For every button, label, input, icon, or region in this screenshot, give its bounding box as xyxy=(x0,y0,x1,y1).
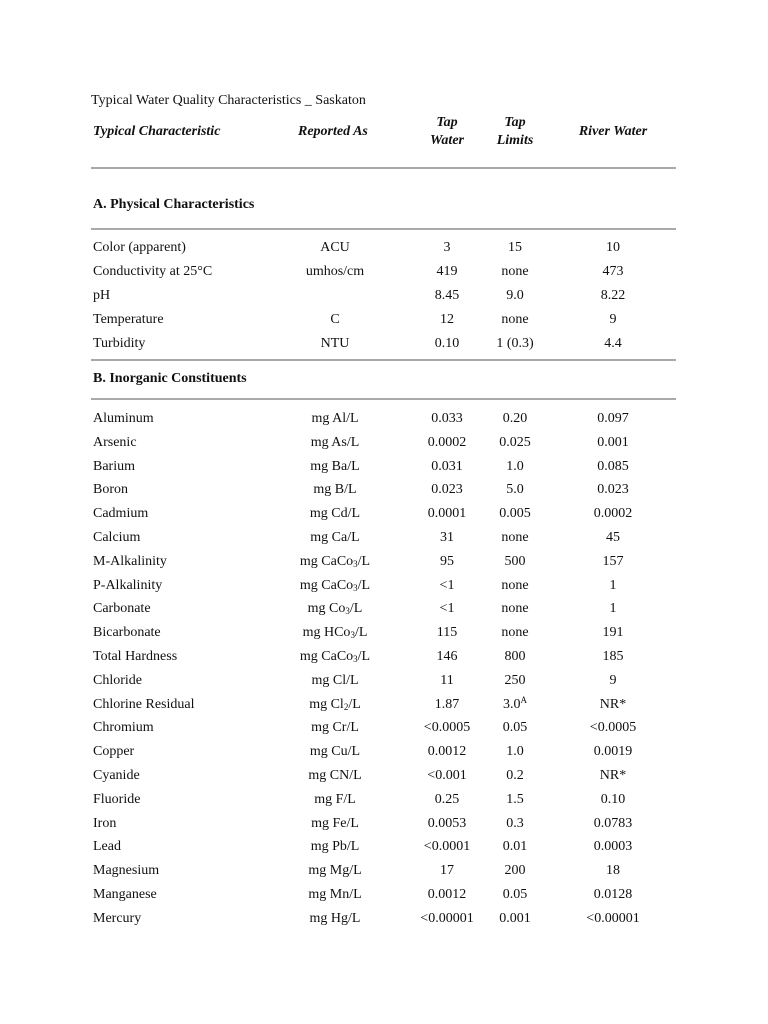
reported-as-cell xyxy=(270,597,400,620)
tap-limits-cell xyxy=(482,764,548,787)
unit-tail: /L xyxy=(357,649,371,664)
river-water-cell: 10 xyxy=(606,240,620,255)
tap-limits-cell xyxy=(482,788,548,811)
table-row xyxy=(0,740,768,763)
limit-text: 0.001 xyxy=(499,910,531,926)
river-water-cell: 1 xyxy=(609,577,617,593)
tap-limits-cell xyxy=(482,526,548,549)
unit-text: mg As/L xyxy=(310,434,360,450)
river-water-cell: 9 xyxy=(609,672,617,688)
river-water-cell: 1 xyxy=(609,601,617,617)
unit-text: mg Al/L xyxy=(311,411,359,426)
tap-water-cell: <1 xyxy=(439,577,455,593)
characteristic-cell: Mercury xyxy=(93,910,142,926)
unit-text: C xyxy=(330,312,340,327)
tap-limits-cell xyxy=(482,502,548,525)
section-divider-physical xyxy=(91,228,676,230)
unit-text: mg Cr/L xyxy=(311,720,359,736)
table-row xyxy=(0,332,768,355)
reported-as-cell xyxy=(270,260,400,283)
river-water-cell: 0.0003 xyxy=(593,839,633,855)
river-water-cell: 0.0128 xyxy=(593,887,633,902)
reported-as-cell xyxy=(270,574,400,597)
unit-text: mg CaCo xyxy=(299,553,354,569)
characteristic-cell: pH xyxy=(93,288,111,303)
limit-text: 200 xyxy=(504,863,526,879)
header-river-water: River Water xyxy=(578,124,648,139)
characteristic-cell: Iron xyxy=(93,815,117,831)
unit-text: ACU xyxy=(320,240,350,255)
reported-as-cell xyxy=(270,835,400,858)
tap-limits-cell xyxy=(482,859,548,882)
limit-text: 0.3 xyxy=(506,815,524,831)
river-water-cell: 473 xyxy=(602,264,624,279)
unit-text: mg F/L xyxy=(314,791,356,807)
limit-text: 800 xyxy=(504,649,526,664)
tap-limits-cell xyxy=(482,597,548,620)
unit-text: mg HCo xyxy=(302,625,351,641)
tap-water-cell: 0.0012 xyxy=(427,887,467,902)
river-water-cell: NR* xyxy=(599,696,627,712)
table-row xyxy=(0,478,768,501)
tap-water-cell: 0.031 xyxy=(431,458,463,474)
table-row xyxy=(0,859,768,882)
characteristic-cell: Fluoride xyxy=(93,791,141,807)
table-row xyxy=(0,407,768,430)
unit-subscript: 3 xyxy=(345,606,350,617)
characteristic-cell: Manganese xyxy=(93,887,157,902)
characteristic-cell: Chromium xyxy=(93,720,154,736)
section-divider-inorganic xyxy=(91,398,676,400)
unit-text: mg Co xyxy=(307,601,346,617)
tap-water-cell: 0.10 xyxy=(434,336,460,351)
limit-text: none xyxy=(501,530,529,545)
table-row xyxy=(0,574,768,597)
reported-as-cell xyxy=(270,669,400,692)
limit-text: 1.0 xyxy=(506,458,524,474)
header-tap-water-line1: Tap xyxy=(436,115,458,130)
characteristic-cell: Carbonate xyxy=(93,601,151,617)
unit-text: mg Mn/L xyxy=(308,887,362,902)
table-row xyxy=(0,431,768,454)
characteristic-cell: Arsenic xyxy=(93,434,137,450)
table-row xyxy=(0,907,768,930)
limit-text: none xyxy=(501,601,529,617)
table-row xyxy=(0,260,768,283)
tap-limits-cell xyxy=(482,716,548,739)
table-row xyxy=(0,550,768,573)
unit-text: mg Cl xyxy=(309,696,344,712)
tap-water-cell: 11 xyxy=(440,672,454,688)
river-water-cell: 0.0002 xyxy=(593,506,633,522)
section-title-inorganic: B. Inorganic Constituents xyxy=(93,371,247,386)
table-row xyxy=(0,284,768,307)
table-row xyxy=(0,693,768,716)
tap-limits-cell xyxy=(482,812,548,835)
tap-limits-cell xyxy=(482,574,548,597)
limit-text: 3.0 xyxy=(503,696,521,712)
limit-text: none xyxy=(501,312,529,327)
tap-water-cell: 146 xyxy=(436,649,458,664)
river-water-cell: 45 xyxy=(606,530,620,545)
tap-water-cell: 1.87 xyxy=(434,696,460,712)
reported-as-cell xyxy=(270,693,400,716)
table-row xyxy=(0,812,768,835)
table-row xyxy=(0,236,768,259)
characteristic-cell: Barium xyxy=(93,458,135,474)
tap-limits-cell xyxy=(482,550,548,573)
unit-subscript: 2 xyxy=(343,701,349,712)
limit-text: 0.2 xyxy=(506,768,524,783)
tap-water-cell: 0.0001 xyxy=(427,506,467,522)
table-row xyxy=(0,835,768,858)
unit-subscript: 3 xyxy=(353,558,358,569)
river-water-cell: 0.0783 xyxy=(593,815,633,831)
tap-water-cell: <0.0001 xyxy=(423,839,471,855)
river-water-cell: 0.023 xyxy=(597,482,629,498)
river-water-cell: 185 xyxy=(602,649,624,664)
river-water-cell: 4.4 xyxy=(604,336,622,351)
characteristic-cell: Boron xyxy=(93,482,128,498)
tap-water-cell: 95 xyxy=(440,553,454,569)
unit-text: mg Mg/L xyxy=(308,863,362,879)
tap-limits-cell xyxy=(482,308,548,331)
tap-water-cell: 8.45 xyxy=(434,288,460,303)
unit-subscript: 3 xyxy=(353,654,358,664)
limit-text: 1 (0.3) xyxy=(496,336,534,351)
limit-text: 500 xyxy=(504,553,526,569)
limit-text: 15 xyxy=(508,240,522,255)
table-row xyxy=(0,669,768,692)
characteristic-cell: P-Alkalinity xyxy=(93,577,163,593)
characteristic-cell: Color (apparent) xyxy=(93,240,186,255)
tap-limits-cell xyxy=(482,883,548,906)
characteristic-cell: Temperature xyxy=(93,312,164,327)
unit-text: NTU xyxy=(320,336,350,351)
reported-as-cell xyxy=(270,907,400,930)
characteristic-cell: Lead xyxy=(93,839,121,855)
unit-text: mg CN/L xyxy=(308,768,362,783)
river-water-cell: 0.097 xyxy=(597,411,629,426)
reported-as-cell xyxy=(270,332,400,355)
river-water-cell: 8.22 xyxy=(600,288,626,303)
table-row xyxy=(0,883,768,906)
tap-water-cell: 31 xyxy=(440,530,454,545)
river-water-cell: <0.00001 xyxy=(586,910,640,926)
reported-as-cell xyxy=(270,764,400,787)
river-water-cell: 0.0019 xyxy=(593,744,633,760)
tap-water-cell: 0.023 xyxy=(431,482,463,498)
characteristic-cell: Magnesium xyxy=(93,863,160,879)
unit-subscript: 3 xyxy=(353,582,358,593)
reported-as-cell xyxy=(270,526,400,549)
reported-as-cell xyxy=(270,502,400,525)
characteristic-cell: Cadmium xyxy=(93,506,149,522)
tap-limits-cell xyxy=(482,907,548,930)
unit-tail: /L xyxy=(354,625,368,641)
characteristic-cell: Total Hardness xyxy=(93,649,178,664)
reported-as-cell xyxy=(270,788,400,811)
unit-text: umhos/cm xyxy=(305,264,365,279)
header-tap-limits-line1: Tap xyxy=(504,115,526,130)
table-row xyxy=(0,716,768,739)
tap-water-cell: <0.001 xyxy=(427,768,467,783)
river-water-cell: NR* xyxy=(599,768,627,783)
reported-as-cell xyxy=(270,883,400,906)
characteristic-cell: Bicarbonate xyxy=(93,625,161,641)
tap-water-cell: 3 xyxy=(443,240,451,255)
limit-text: none xyxy=(501,625,529,641)
tap-limits-cell xyxy=(482,455,548,478)
reported-as-cell xyxy=(270,478,400,501)
characteristic-cell: Copper xyxy=(93,744,135,760)
table-row xyxy=(0,621,768,644)
characteristic-cell: Aluminum xyxy=(93,411,154,426)
reported-as-cell xyxy=(270,645,400,668)
river-water-cell: <0.0005 xyxy=(589,720,637,736)
reported-as-cell xyxy=(270,550,400,573)
unit-text: mg Pb/L xyxy=(310,839,360,855)
river-water-cell: 0.085 xyxy=(597,458,629,474)
limit-text: 9.0 xyxy=(506,288,524,303)
reported-as-cell xyxy=(270,740,400,763)
document-title: Typical Water Quality Characteristics _ Saskaton xyxy=(91,93,366,108)
tap-limits-cell xyxy=(482,284,548,307)
reported-as-cell xyxy=(270,859,400,882)
tap-limits-cell xyxy=(482,693,548,716)
table-row xyxy=(0,455,768,478)
limit-footnote-marker: A xyxy=(520,694,527,705)
limit-text: 1.0 xyxy=(506,744,524,760)
table-row xyxy=(0,526,768,549)
tap-water-cell: 0.0012 xyxy=(427,744,467,760)
tap-water-cell: <1 xyxy=(439,601,455,617)
unit-text: mg Cu/L xyxy=(309,744,361,760)
unit-text: mg CaCo xyxy=(299,577,354,593)
river-water-cell: 0.10 xyxy=(600,791,626,807)
characteristic-cell: Conductivity at 25°C xyxy=(93,264,213,279)
limit-text: 0.005 xyxy=(499,506,531,522)
tap-limits-cell xyxy=(482,478,548,501)
table-row xyxy=(0,788,768,811)
unit-text: mg Hg/L xyxy=(309,910,361,926)
tap-water-cell: 12 xyxy=(440,312,454,327)
reported-as-cell xyxy=(270,621,400,644)
tap-water-cell: 0.033 xyxy=(431,411,463,426)
limit-text: 0.025 xyxy=(499,434,531,450)
tap-limits-cell xyxy=(482,645,548,668)
limit-text: none xyxy=(501,264,529,279)
unit-subscript: 3 xyxy=(350,630,355,641)
tap-limits-cell xyxy=(482,236,548,259)
tap-limits-cell xyxy=(482,260,548,283)
river-water-cell: 0.001 xyxy=(597,434,629,450)
limit-text: 0.01 xyxy=(502,839,528,855)
tap-water-cell: 115 xyxy=(436,625,458,641)
header-divider xyxy=(91,167,676,169)
unit-tail: /L xyxy=(357,577,371,593)
river-water-cell: 18 xyxy=(606,863,620,879)
reported-as-cell xyxy=(270,812,400,835)
header-tap-water-line2: Water xyxy=(430,133,464,148)
characteristic-cell: M-Alkalinity xyxy=(93,553,167,569)
reported-as-cell xyxy=(270,284,400,307)
characteristic-cell: Chloride xyxy=(93,672,142,688)
limit-text: 1.5 xyxy=(506,791,524,807)
reported-as-cell xyxy=(270,236,400,259)
unit-text: mg Ca/L xyxy=(310,530,360,545)
table-row xyxy=(0,308,768,331)
unit-text: mg Cd/L xyxy=(309,506,361,522)
reported-as-cell xyxy=(270,455,400,478)
tap-water-cell: <0.0005 xyxy=(423,720,471,736)
header-tap-limits xyxy=(482,112,548,152)
tap-water-cell: 0.25 xyxy=(434,791,460,807)
tap-water-cell: 0.0002 xyxy=(427,434,467,450)
header-tap-limits-line2: Limits xyxy=(496,133,534,148)
table-row xyxy=(0,764,768,787)
reported-as-cell xyxy=(270,308,400,331)
unit-tail: /L xyxy=(357,553,371,569)
limit-text: 5.0 xyxy=(506,482,524,498)
river-water-cell: 191 xyxy=(602,625,624,641)
unit-tail: /L xyxy=(349,601,363,617)
header-reported-as: Reported As xyxy=(298,124,368,139)
table-row xyxy=(0,502,768,525)
unit-text: mg CaCo xyxy=(299,649,354,664)
unit-text: mg Fe/L xyxy=(311,815,359,831)
unit-text: mg B/L xyxy=(313,482,357,498)
tap-limits-cell xyxy=(482,431,548,454)
table-row xyxy=(0,645,768,668)
tap-water-cell: 0.0053 xyxy=(427,815,467,831)
river-water-cell: 157 xyxy=(602,553,624,569)
characteristic-cell: Chlorine Residual xyxy=(93,696,195,712)
reported-as-cell xyxy=(270,431,400,454)
characteristic-cell: Cyanide xyxy=(93,768,140,783)
section-title-physical: A. Physical Characteristics xyxy=(93,197,255,212)
tap-limits-cell xyxy=(482,669,548,692)
limit-text: 0.05 xyxy=(502,887,528,902)
tap-water-cell: <0.00001 xyxy=(420,910,474,926)
river-water-cell: 9 xyxy=(609,312,617,327)
header-characteristic: Typical Characteristic xyxy=(93,124,221,139)
characteristic-cell: Turbidity xyxy=(93,336,146,351)
tap-limits-cell xyxy=(482,835,548,858)
limit-text: none xyxy=(501,577,529,593)
unit-text: mg Cl/L xyxy=(311,672,359,688)
unit-text: mg Ba/L xyxy=(310,458,360,474)
table-row xyxy=(0,597,768,620)
tap-water-cell: 419 xyxy=(436,264,458,279)
tap-limits-cell xyxy=(482,407,548,430)
unit-tail: /L xyxy=(348,696,361,712)
characteristic-cell: Calcium xyxy=(93,530,141,545)
limit-text: 250 xyxy=(504,672,526,688)
reported-as-cell xyxy=(270,716,400,739)
reported-as-cell xyxy=(270,407,400,430)
section-divider-end-physical xyxy=(91,359,676,361)
tap-water-cell: 17 xyxy=(440,863,454,879)
tap-limits-cell xyxy=(482,332,548,355)
tap-limits-cell xyxy=(482,621,548,644)
limit-text: 0.20 xyxy=(502,411,528,426)
limit-text: 0.05 xyxy=(502,720,528,736)
header-tap-water xyxy=(410,112,484,152)
tap-limits-cell xyxy=(482,740,548,763)
